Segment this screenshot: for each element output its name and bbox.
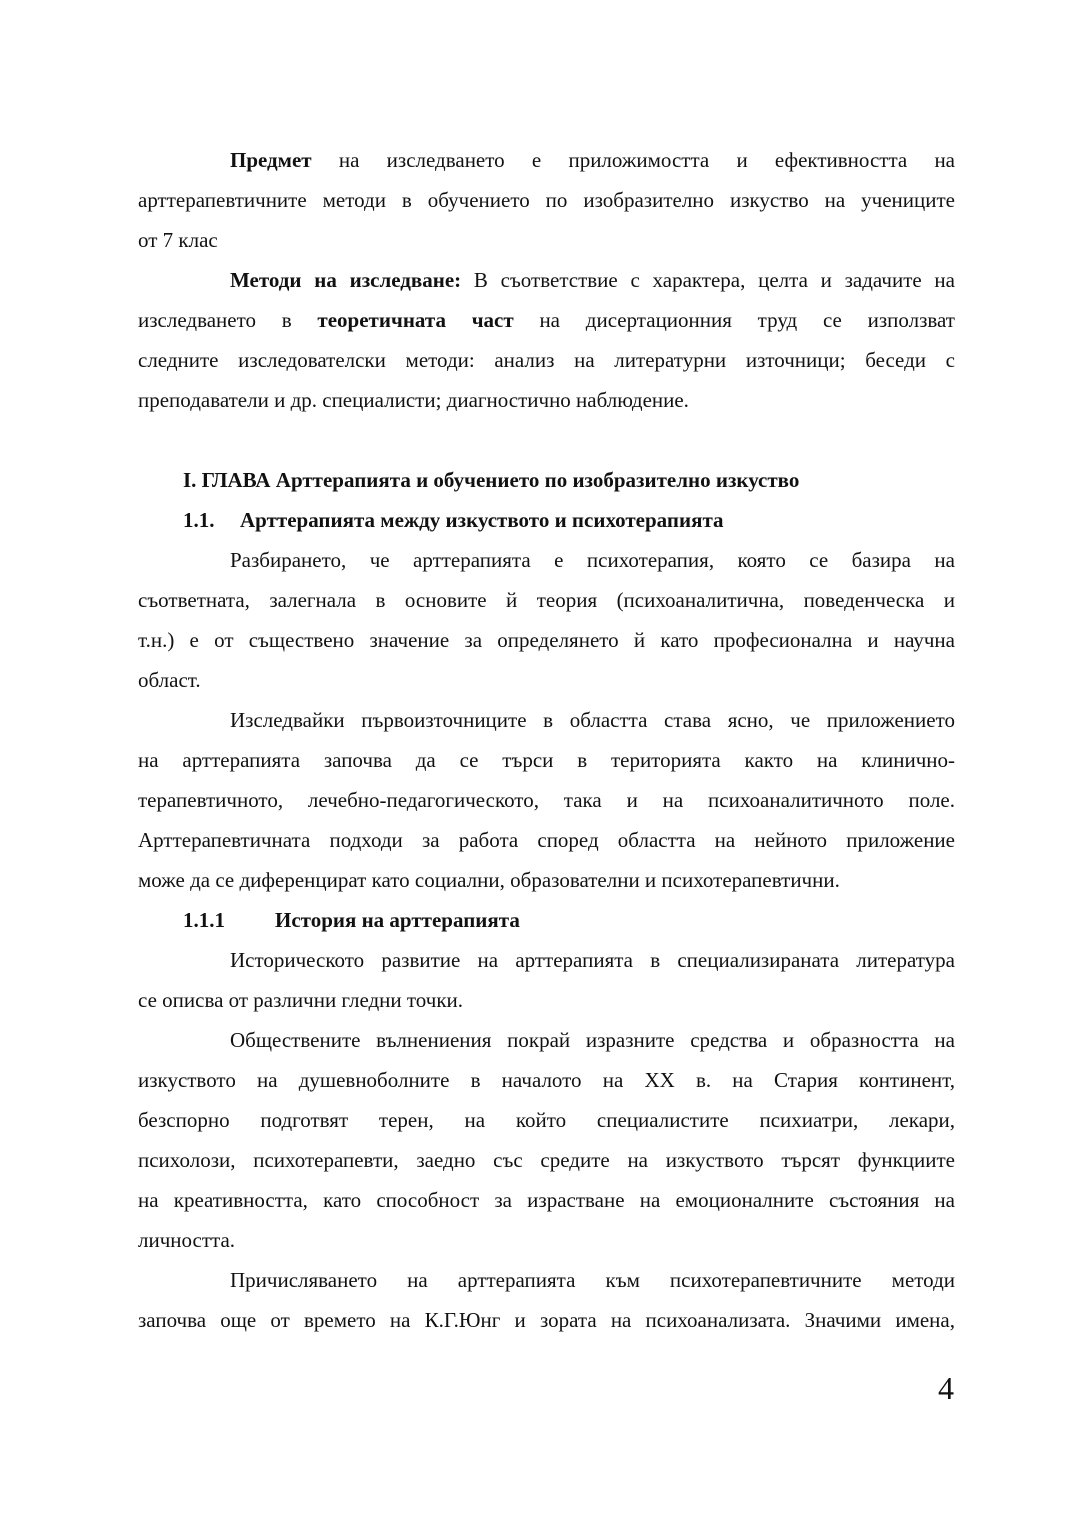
paragraph-4-line-4: психолози, психотерапевти, заедно със средите на изкуството търсят функциите (138, 1148, 955, 1172)
paragraph-methods-line-4: преподаватели и др. специалисти; диагностично наблюдение. (138, 388, 689, 412)
text: на изследването е приложимостта и ефективността на (338, 148, 955, 172)
paragraph-subject-line-1 (138, 140, 955, 180)
text: изследването в (138, 308, 318, 332)
subsection-number: 1.1.1 (183, 908, 225, 932)
paragraph-4-line-1: Обществените вълнениения покрай изразните средства и образността на (230, 1028, 955, 1052)
chapter-heading (138, 460, 955, 500)
paragraph-methods-line-1 (138, 260, 955, 300)
paragraph-3-line-2: се описва от различни гледни точки. (138, 988, 464, 1012)
paragraph-1-line-2: съответната, залегнала в основите й теория (психоаналитична, поведенческа и (138, 588, 955, 612)
paragraph-subject-line-2: арттерапевтичните методи в обучението по изобразително изкуство на учениците (138, 188, 955, 212)
paragraph-subject-line-3: от 7 клас (138, 228, 218, 252)
theory-label: теоретичната част (317, 308, 514, 332)
paragraph-1-line-4: област. (138, 668, 201, 692)
page-number: 4 (938, 1370, 954, 1406)
text: В съответствие с характера, целта и задачите на (461, 268, 955, 292)
paragraph-4-line-6: личността. (138, 1228, 236, 1252)
paragraph-methods-line-3: следните изследователски методи: анализ на литературни източници; беседи с (138, 348, 955, 372)
paragraph-2-line-5: може да се диференцират като социални, образователни и психотерапевтични. (138, 868, 840, 892)
paragraph-4-line-5: на креативността, като способност за израстване на емоционалните състояния на (138, 1188, 955, 1212)
paragraph-2-line-3: терапевтичното, лечебно-педагогическото, така и на психоаналитичното поле. (138, 788, 955, 812)
paragraph-1-line-3: т.н.) е от съществено значение за определянето й като професионална и научна (138, 628, 955, 652)
paragraph-1-line-1: Разбирането, че арттерапията е психотерапия, която се базира на (230, 548, 955, 572)
section-title: Арттерапията между изкуството и психотерапията (240, 508, 724, 532)
paragraph-4-line-2: изкуството на душевноболните в началото на ХХ в. на Стария континент, (138, 1068, 955, 1092)
paragraph-2-line-2: на арттерапията започва да се търси в територията както на клинично- (138, 748, 955, 772)
section-number: 1.1. (183, 508, 215, 532)
paragraph-methods-line-2 (138, 300, 955, 340)
paragraph-5-line-2: започва още от времето на К.Г.Юнг и зората на психоанализата. Значими имена, (138, 1308, 955, 1332)
subject-label: Предмет (230, 148, 312, 172)
section-heading (138, 500, 955, 540)
paragraph-3-line-1: Историческото развитие на арттерапията в специализираната литература (230, 948, 955, 972)
text: на дисертационния труд се използват (513, 308, 955, 332)
subsection-title: История на арттерапията (275, 908, 520, 932)
methods-label: Методи на изследване: (230, 268, 462, 292)
subsection-heading (138, 900, 955, 940)
paragraph-4-line-3: безспорно подготвят терен, на който специалистите психиатри, лекари, (138, 1108, 955, 1132)
paragraph-2-line-1: Изследвайки първоизточниците в областта става ясно, че приложението (230, 708, 955, 732)
paragraph-2-line-4: Арттерапевтичната подходи за работа според областта на нейното приложение (138, 828, 955, 852)
document-page (138, 140, 955, 1340)
chapter-title: I. ГЛАВА Арттерапията и обучението по изобразително изкуство (183, 468, 800, 492)
paragraph-5-line-1: Причисляването на арттерапията към психотерапевтичните методи (230, 1268, 955, 1292)
